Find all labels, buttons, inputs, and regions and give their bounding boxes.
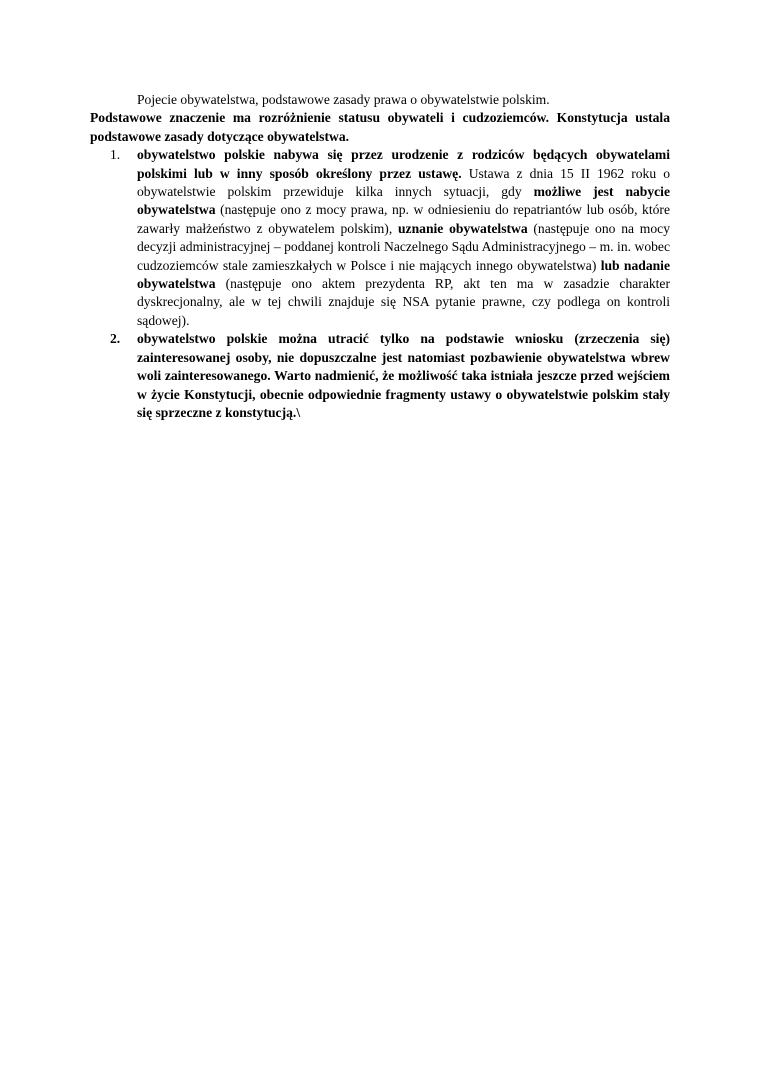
list-item-text	[137, 331, 670, 420]
text-segment: obywatelstwo polskie nabywa się przez urodzenie z rodziców będących obywatelami polskimi lub w inny sposób określony przez ustawę.	[137, 147, 670, 181]
text-segment: (następuje ono na mocy decyzji administracyjnej – poddanej kontroli Naczelnego Sądu Administracyjnego – m. in. wobec cudzoziemców stale zamieszkałych w Polsce i nie mających innego obywatelstwa)	[137, 220, 670, 273]
list-number: 1.	[110, 147, 121, 163]
list-item-text	[137, 147, 670, 328]
list-item-1	[90, 146, 670, 330]
text-segment: lub nadanie obywatelstwa	[137, 257, 670, 292]
document-body	[90, 91, 670, 422]
list-number: 2.	[110, 331, 121, 347]
intro-paragraph: Podstawowe znaczenie ma rozróżnienie statusu obywateli i cudzoziemców. Konstytucja ustala podstawowe zasady dotyczące obywatelstwa.	[90, 110, 670, 144]
text-segment: obywatelstwo polskie można utracić tylko na podstawie wniosku (zrzeczenia się) zainteresowanej osoby, nie dopuszczalne jest natomiast pozbawienie obywatelstwa wbrew woli zainteresowanego. Warto nadmienić, że możliwość taka istniała jeszcze przed wejściem w życie Konstytucji, obecnie odpowiednie fragmenty ustawy o obywatelstwie polskim stały się sprzeczne z konstytucją.\	[137, 331, 670, 420]
list-item-2	[90, 330, 670, 422]
text-segment: (następuje ono z mocy prawa, np. w odniesieniu do repatriantów lub osób, które zawarły małżeństwo z obywatelem polskim),	[137, 202, 670, 236]
text-segment: (następuje ono aktem prezydenta RP, akt ten ma w zasadzie charakter dyskrecjonalny, ale w tej chwili znajduje się NSA pytanie prawne, czy podlega on kontroli sądowej).	[137, 276, 670, 328]
text-segment: Ustawa z dnia 15 II 1962 roku o obywatelstwie polskim przewiduje kilka innych sytuacji, gdy	[137, 165, 670, 200]
document-title: Pojecie obywatelstwa, podstawowe zasady prawa o obywatelstwie polskim.	[137, 92, 550, 107]
numbered-list	[90, 146, 670, 422]
text-segment: możliwe jest nabycie obywatelstwa	[137, 184, 670, 218]
text-segment: uznanie obywatelstwa	[398, 220, 534, 236]
